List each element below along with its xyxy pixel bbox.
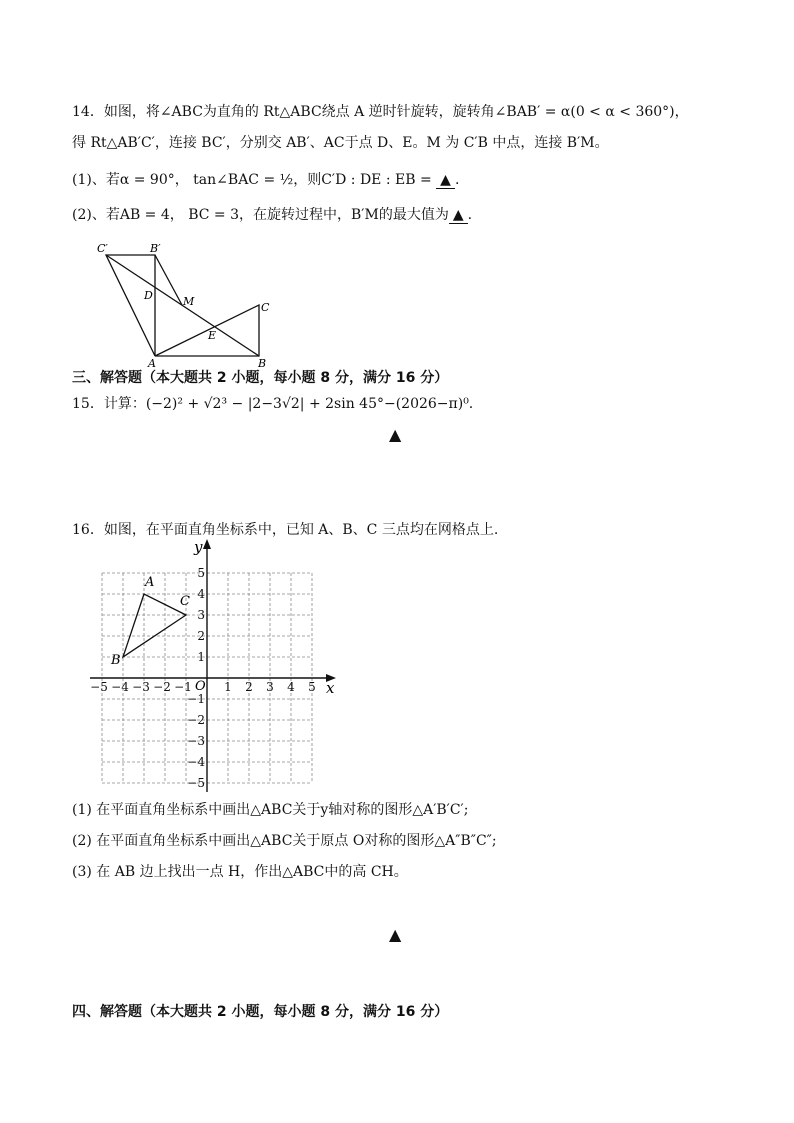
q14-part1-text: (1)、若α = 90°， tan∠BAC = ½，则C′D : DE : EB = [72, 172, 437, 188]
answer-triangle-icon: ▲ [389, 425, 402, 444]
x-tick: −5 [90, 680, 108, 694]
x-tick: 3 [266, 680, 274, 694]
triangle-abc [155, 305, 259, 356]
triangle-abc [123, 594, 186, 657]
y-tick: 3 [197, 608, 205, 622]
q14-part2 [72, 205, 472, 225]
point-a-label: A [145, 575, 155, 590]
y-tick: −3 [187, 734, 205, 748]
q15-text: 15．计算：(−2)² + √2³ − |2−3√2| + 2sin 45°−(2026−π)⁰. [72, 396, 474, 412]
q14-part1 [72, 170, 459, 190]
q14-line1: 14．如图，将∠ABC为直角的 Rt△ABC绕点 A 逆时针旋转，旋转角∠BAB′ = α(0 < α < 360°)， [72, 104, 689, 120]
y-tick: −5 [187, 776, 205, 790]
label-c1: C′ [97, 242, 108, 255]
x-axis-label: x [326, 679, 335, 697]
segment-b1m [155, 255, 182, 305]
x-tick: 1 [224, 680, 232, 694]
q14-line2: 得 Rt△AB′C′，连接 BC′，分别交 AB′、AC于点 D、E。M 为 C′B 中点，连接 B′M。 [72, 135, 609, 151]
y-axis-label: y [194, 538, 203, 556]
label-b1: B′ [150, 242, 161, 255]
label-c: C [261, 301, 270, 314]
answer-triangle-icon: ▲ [389, 925, 402, 944]
y-tick: 2 [197, 629, 205, 643]
triangle-ab1c1 [106, 255, 155, 356]
label-m: M [183, 295, 195, 308]
answer-triangle-icon: ▲ [440, 172, 451, 188]
label-a: A [148, 357, 156, 370]
point-c-label: C [180, 594, 190, 609]
x-tick: −4 [111, 680, 129, 694]
y-tick: −2 [187, 713, 205, 727]
label-e: E [208, 329, 217, 342]
q16-part2: (2) 在平面直角坐标系中画出△ABC关于原点 O对称的图形△A″B″C″; [72, 833, 497, 849]
y-tick: 1 [197, 650, 205, 664]
label-b: B [258, 357, 267, 370]
x-tick: 2 [245, 680, 253, 694]
answer-triangle-icon: ▲ [452, 207, 464, 223]
origin-label: O [195, 679, 206, 694]
q16-part3: (3) 在 AB 边上找出一点 H，作出△ABC中的高 CH。 [72, 864, 408, 880]
q16-intro: 16．如图，在平面直角坐标系中，已知 A、B、C 三点均在网格点上. [72, 522, 499, 538]
label-d: D [144, 289, 153, 302]
y-tick: 5 [197, 566, 205, 580]
q14-part2-text: (2)、若AB = 4， BC = 3，在旋转过程中，B′M的最大值为 [72, 207, 449, 223]
x-tick: −2 [153, 680, 171, 694]
section4-heading: 四、解答题（本大题共 2 小题，每小题 8 分，满分 16 分） [72, 1004, 449, 1020]
section3-heading: 三、解答题（本大题共 2 小题，每小题 8 分，满分 16 分） [72, 370, 449, 386]
x-tick: −3 [132, 680, 150, 694]
answer-blank [449, 207, 468, 224]
y-tick: −4 [187, 755, 205, 769]
y-axis-arrow-icon [203, 539, 211, 549]
y-tick: 4 [197, 587, 205, 601]
y-tick: −1 [187, 692, 205, 706]
q16-part1: (1) 在平面直角坐标系中画出△ABC关于y轴对称的图形△A′B′C′; [72, 802, 469, 818]
answer-blank [436, 172, 455, 189]
period: . [467, 207, 473, 223]
x-tick: 4 [287, 680, 295, 694]
point-b-label: B [111, 653, 121, 668]
coordinate-grid [82, 534, 344, 796]
period: . [454, 172, 460, 188]
q14-figure [92, 240, 282, 372]
x-tick: −1 [174, 680, 192, 694]
x-tick: 5 [308, 680, 316, 694]
